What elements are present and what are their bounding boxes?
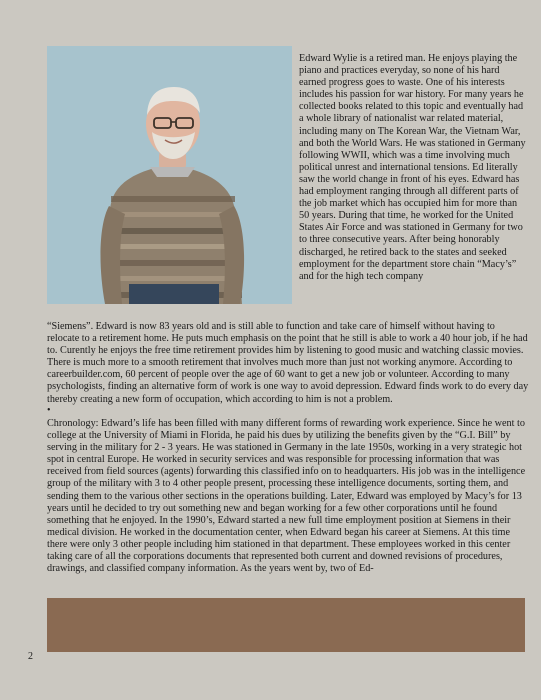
chronology-paragraph: Chronology: Edward’s life has been filled with many different forms of rewarding work experience. Since he went to college at the University of Miami in Florida, he paid his dues by utilizing the benefits given by the “G.I. Bill” by serving in the military for 2 - 3 years. He was stationed in Germany in the late 1950s, working in a very strategic hot spot in central Europe. He worked in security services and was responsible for processing information that was received from field sources (agents) forwarding this classified info on to headquarters. His job was in the intelligence group of the military with 3 to 4 other people present, processing these intelligence documents, sorting them, and sending them to the various other sections in the operations building. Later, Edward was employed by Macy’s for 13 years until he decided to try out something new and began working for a few other corporations until he found something that he enjoyed. In the 1990’s, Edward started a new full time employment position at Siemens in their medical division. He worked in the documentation center, when Edward began his career at Siemens. At this time there were only 3 other people including him stationed in that department. These employees worked in this center taking care of all the corporations documents that represented both current and downed revisions of procedures, drawings, and classified company information. As the years went by, two of Ed-: [47, 418, 526, 575]
page-number: 2: [28, 651, 33, 662]
portrait-illustration: [47, 46, 292, 304]
portrait-photo: [47, 46, 292, 304]
bio-second-paragraph: “Siemens”. Edward is now 83 years old and is still able to function and take care of himself without having to relocate to a retirement home. He puts much emphasis on the point that he still is able to work a 40 hour job, if he had to. Curently he enjoys the free time retirement provides him by listening to good music and watching classic movies. There is much more to a smooth retirement that involves much more than just not working anymore. According to careerbuilder.com, 60 percent of people over the age of 60 want to get a new job or volunteer. According to many psychologists, finding an alternative form of work is one way to avoid depression. Edward finds work to do every day thereby creating a new form of occupation, which according to him is not a problem.: [47, 321, 529, 405]
brown-decorative-block: [47, 598, 525, 652]
bio-first-paragraph: Edward Wylie is a retired man. He enjoys playing the piano and practices everyday, so none of his hard earned progress goes to waste. One of his interests includes his passion for war history. For many years he collected books related to this topic and eventually had a whole library of nationalist war related material, including many on The Korean War, the Vietnam War, and both the World Wars. He was stationed in Germany following WWII, which was a time involving much political unrest and international tensions. Ed literally saw the world change in front of his eyes. Edward has had employment ranging through all different parts of the job market which has occupied him for more than 50 years. During that time, he worked for the United States Air Force and was stationed in Germany for two to three consecutive years. After being honorably discharged, he retired back to the states and seeked employment for the department store chain “Macy’s” and for the high tech company: [299, 53, 526, 282]
bullet-marker: •: [47, 405, 51, 416]
